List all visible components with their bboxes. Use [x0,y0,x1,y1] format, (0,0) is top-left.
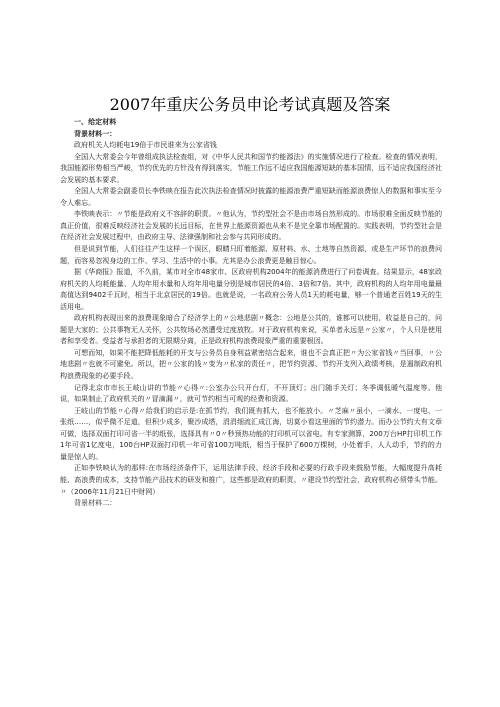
document-title: 2007年重庆公务员申论考试真题及答案 [109,95,391,114]
paragraph-10: 王岐山的节能〃心得〃给我们的启示是:在抓节约，我们既有抓大，也不能放小。〃芝麻〃虽小，一滴水、一度电、一张纸……，似乎微不足道，但积少成多，聚沙成塔，涓涓细流汇成江海，切莫小看这里面的节约潜力。而办公节约大有文章可做，选择双面打印可省一半的纸张，选择具有〃0〃秒预热功能的打印机可以省电。有专家测算，200万台HP打印机工作1年可省1亿度电，100台HP双面打印机一年可省100万吨纸，相当于保护了600万棵树，小处着手，人人动手，节约的力量是惊人的。 [60,405,442,461]
paragraph-6: 据《华商报》报道，不久前，某市对全市48家市、区政府机构2004年的能源消费进行了问卷调查。结果显示，48家政府机关的人均耗能量、人均年用水量和人均年用电量分别是城市居民的4倍、3倍和7倍。其中，政府机构的人均年用电量最高值达到9402千瓦时，相当于北京居民的19倍。也就是说，一名政府公务人员1天的耗电量，够一个普通老百姓19天的生活用电。 [60,267,442,311]
paragraph-5: 但是说到节能，人们往往产生这样一个误区，眼睛只盯着能源、原材料、水、土地等自然资源，或是生产环节的浪费问题，而容易忽视身边的工作、学习、生活中的小事。尤其是办公浪费更是触目惊心。 [60,244,442,265]
paragraph-8: 可想而知，如果不能把降低能耗的开支与公务员自身利益紧密结合起来，谁也不会真正把〃为公家省钱〃当回事，〃公地悲剧〃也就不可避免。所以，把〃公家的钱〃变为〃私家的责任〃，把节约资源、节约开支列入政绩考核，是遏制政府机构浪费现象的必要手段。 [60,347,442,381]
material-heading-1: 背景材料一： [74,128,117,138]
paragraph-4: 李铁映表示：〃节能是政府义不容辞的职责。〃他认为，节约型社会不是由市场自然形成的。市场很难全面反映节能的真正价值，很难反映经济社会发展的长远目标，在世界上能源资源也从来不是完全靠市场配置的。实践表明，节约型社会是在经济社会发展过程中，由政府主导、法律强制和社会参与共同形成的。 [60,209,442,242]
paragraph-1: 政府机关人均耗电19倍于市民谁来为公家省钱 [74,140,217,150]
material-heading-2: 背景材料二： [74,498,117,508]
paragraph-11: 正如李铁映认为的那样:在市场经济条件下，运用法律手段、经济手段和必要的行政手段来鼓励节能，大幅度提升高耗能、高浪费的成本，支持节能产品技术的研发和推广，这些都是政府的职责。〃建设节约型社会，政府机构必须带头节能。〃（2006年11月21日中财网） [60,463,442,496]
document-body [60,116,442,509]
paragraph-9: 记得北京市市长王岐山讲的节能〃心得〃:公室办公只开台灯，不开顶灯；出门随手关灯；冬季调低暖气温度等。他说，如果制止了政府机关的〃冒滴漏〃，就可节约相当可观的经费和资源。 [60,382,442,404]
paragraph-3: 全国人大常委会副委员长李铁映在报告此次执法检查情况时披露的能源浪费严重短缺而能源浪费惊人的数据和事实至今令人难忘。 [60,186,442,207]
paragraph-7: 政府机构表现出来的浪费现象暗合了经济学上的〃公地悲剧〃概念：公地是公共的，谁都可以使用，收益是自己的，问题是大家的；公共事物无人关怀，公共牧场必然遭受过度放牧。对于政府机构来说，买单者永远是〃公家〃，个人只是使用者和享受者。受益者与承担者的无限期分离，正是政府机构浪费现象严重的重要根因。 [60,313,442,346]
paragraph-2: 全国人大常委会今年曾组成执法检查组，对《中华人民共和国节约能源法》的实施情况进行了检查。检查的情况表明，我国能源形势相当严峻，节约优先的方针没有得到落实，节能工作远不适应我国能源短缺的基本国情，远不适应我国经济社会发展的基本要求。 [60,151,442,184]
section-heading: 一、给定材料 [74,117,117,126]
